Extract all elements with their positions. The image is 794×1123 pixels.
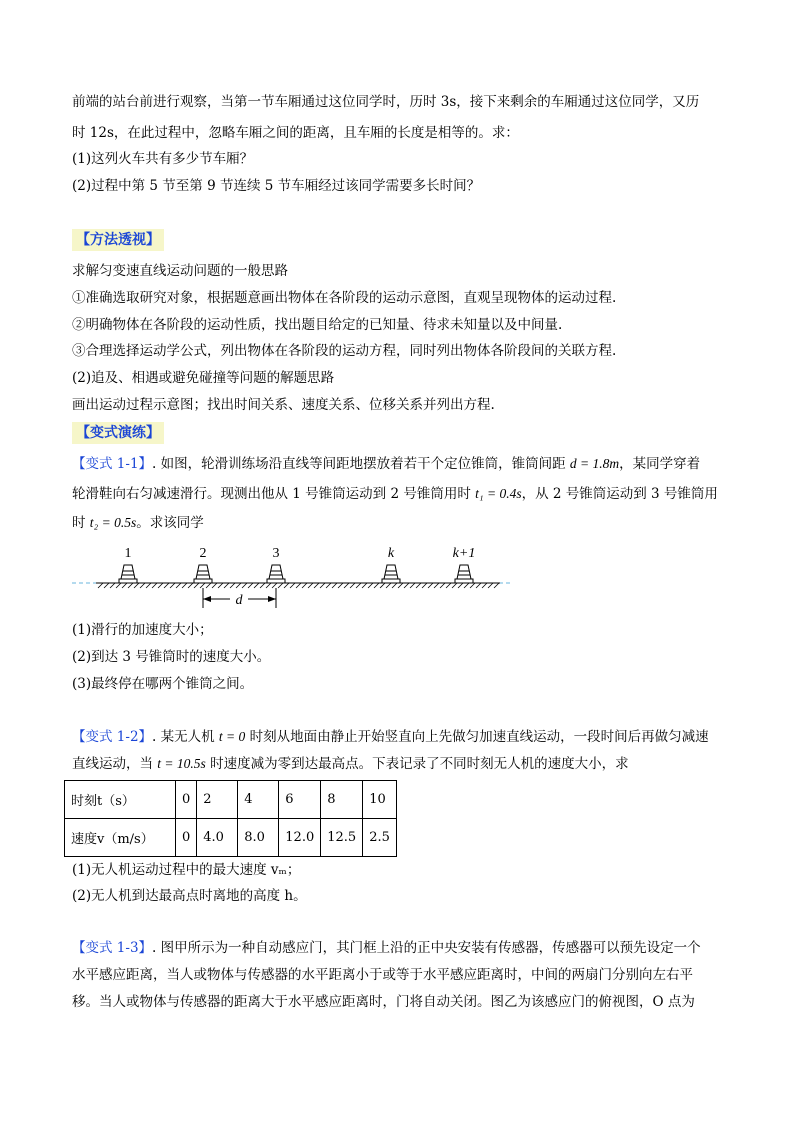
cone-label: 3 [272,546,280,561]
cones [119,546,475,583]
table-cell: 0 [176,781,197,819]
v13-line-2: 水平感应距离，当人或物体与传感器的水平距离小于或等于水平感应距离时，中间的两扇门分别向左右平 [72,967,693,983]
method-line-4: ③合理选择运动学公式，列出物体在各阶段的运动方程，同时列出物体各阶段间的关联方程. [72,343,617,359]
table-cell: 8.0 [238,819,279,857]
v13-line-1: 【变式 1-3】. 图甲所示为一种自动感应门，其门框上沿的正中央安装有传感器，传感器可以预先设定一个 [72,940,701,956]
cone-label: k [387,546,395,561]
table-cell: 4 [238,781,279,819]
intro-line-1: 前端的站台前进行观察，当第一节车厢通过这位同学时，历时 3s，接下来剩余的车厢通过这位同学，又历 [72,94,700,110]
table-cell: 12.0 [279,819,321,857]
table-cell: 2 [197,781,238,819]
cone-k [382,546,400,583]
practice-tag: 【变式演练】 [72,422,164,444]
method-tag: 【方法透视】 [72,229,164,251]
table-header-velocity: 速度v（m/s） [65,819,176,857]
table-cell: 12.5 [321,819,363,857]
table-cell: 6 [279,781,321,819]
t2-value: t₂ = 0.5s [89,515,137,530]
v11-question-3: (3)最终停在哪两个锥筒之间。 [72,676,254,692]
intro-question-1: (1)这列火车共有多少节车厢？ [72,151,254,167]
table-cell: 2.5 [363,819,397,857]
cone-label: k+1 [452,546,476,561]
v13-line-3: 移。当人或物体与传感器的距离大于水平感应距离时，门将自动关闭。图乙为该感应门的俯视图，O 点为 [72,994,695,1010]
v11-question-1: (1)滑行的加速度大小； [72,622,213,638]
ground-hatching [98,583,499,588]
table-cell: 10 [363,781,397,819]
v11-line-1: 【变式 1-1】. 如图，轮滑训练场沿直线等间距地摆放着若干个定位锥筒，锥筒间距 d = 1.8m，某同学穿着 [72,456,701,472]
cone-label: 1 [124,546,132,561]
cone-label: 2 [199,546,207,561]
method-line-1: 求解匀变速直线运动问题的一般思路 [72,263,288,279]
cone-2 [194,546,212,583]
intro-line-2: 时 12s，在此过程中，忽略车厢之间的距离，且车厢的长度是相等的。求： [72,125,519,141]
table-cell: 4.0 [197,819,238,857]
v12-line-2: 直线运动，当 t = 10.5s 时速度减为零到达最高点。下表记录了不同时刻无人机的速度大小，求 [72,756,629,772]
table-cell: 0 [176,819,197,857]
v12-line-1: 【变式 1-2】. 某无人机 t = 0 时刻从地面由静止开始竖直向上先做匀加速直线运动，一段时间后再做匀减速 [72,729,709,745]
cone-k+1 [453,546,476,583]
cone-1 [119,546,137,583]
v11-label: 【变式 1-1】 [72,456,153,472]
v12-label: 【变式 1-2】 [72,729,153,745]
table-row [65,819,397,857]
distance-marker [203,588,276,608]
v12-question-1: (1)无人机运动过程中的最大速度 vₘ； [72,862,301,878]
v11-line-3: 时 t₂ = 0.5s。求该同学 [72,515,204,531]
cone-3 [267,546,285,583]
v12-question-2: (2)无人机到达最高点时离地的高度 h。 [72,888,307,904]
table-header-time: 时刻t（s） [65,781,176,819]
method-line-3: ②明确物体在各阶段的运动性质，找出题目给定的已知量、待求未知量以及中间量. [72,317,563,333]
v13-label: 【变式 1-3】 [72,940,153,956]
method-line-5: (2)追及、相遇或避免碰撞等问题的解题思路 [72,370,335,386]
d-value: d = 1.8m [569,456,620,471]
t1-value: t₁ = 0.4s [475,486,522,501]
method-line-2: ①准确选取研究对象，根据题意画出物体在各阶段的运动示意图，直观呈现物体的运动过程. [72,290,617,306]
intro-question-2: (2)过程中第 5 节至第 9 节连续 5 节车厢经过该同学需要多长时间？ [72,178,481,194]
velocity-table [64,780,397,857]
table-row [65,781,397,819]
v11-line-2: 轮滑鞋向右匀减速滑行。现测出他从 1 号锥筒运动到 2 号锥筒用时 t₁ = 0.4s，从 2 号锥筒运动到 3 号锥筒用 [72,486,718,502]
distance-label: d [235,593,243,608]
table-cell: 8 [321,781,363,819]
method-line-6: 画出运动过程示意图；找出时间关系、速度关系、位移关系并列出方程. [72,397,495,413]
v11-question-2: (2)到达 3 号锥筒时的速度大小。 [72,649,271,665]
